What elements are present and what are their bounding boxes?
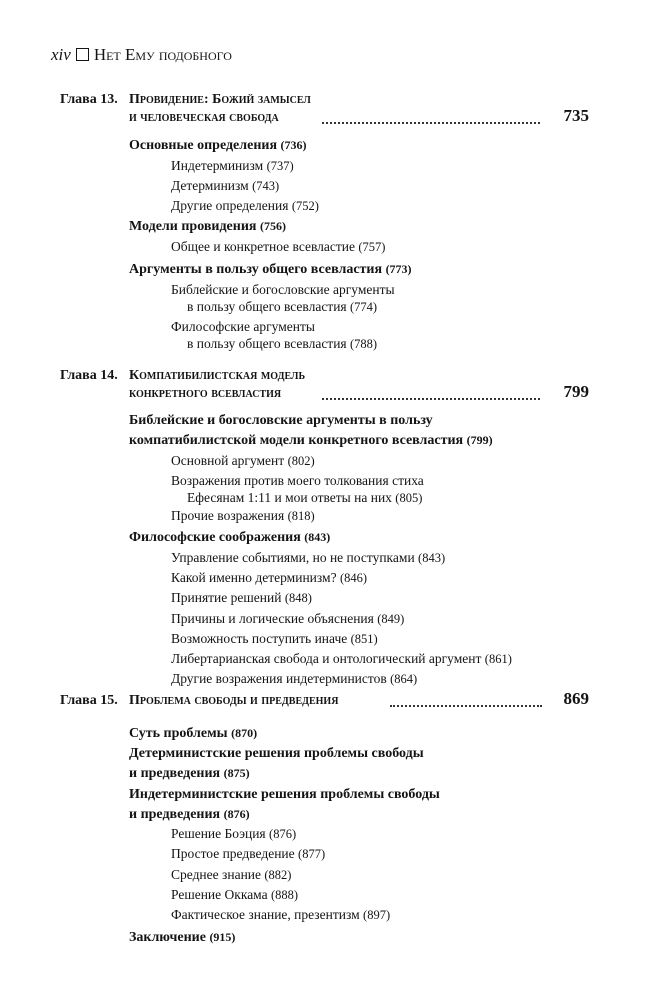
dot-leader: [322, 122, 540, 124]
toc-subsection: Другие возражения индетерминистов (864): [171, 671, 418, 686]
toc-section: Индетерминистские решения проблемы свободы: [129, 787, 440, 802]
toc-subsection: Принятие решений (848): [171, 590, 312, 605]
toc-subsection: Возможность поступить иначе (851): [171, 631, 378, 646]
chapter-title-line2: и человеческая свобода: [129, 110, 279, 125]
running-header: [51, 45, 232, 65]
toc-subsection: Общее и конкретное всевластие (757): [171, 239, 386, 254]
toc-section: Модели провидения (756): [129, 219, 286, 234]
toc-subsection-cont: в пользу общего всевластия (788): [187, 336, 378, 351]
toc-section: Заключение (915): [129, 930, 236, 945]
toc-subsection: Библейские и богословские аргументы: [171, 282, 395, 297]
book-title: Нет Ему подобного: [93, 45, 232, 64]
chapter-page-number: 799: [563, 382, 589, 401]
chapter-title-line1: Проблема свободы и предведения: [129, 693, 339, 708]
toc-subsection: Среднее знание (882): [171, 867, 292, 882]
toc-subsection: Фактическое знание, презентизм (897): [171, 907, 391, 922]
toc-section: Суть проблемы (870): [129, 726, 258, 741]
toc-subsection: Философские аргументы: [171, 319, 315, 334]
chapter-title-line1: Провидение: Божий замысел: [129, 92, 311, 107]
chapter-page-number: 735: [563, 106, 589, 125]
toc-section: Библейские и богословские аргументы в пользу: [129, 413, 433, 428]
toc-subsection: Возражения против моего толкования стиха: [171, 473, 424, 488]
chapter-label: Глава 14.: [60, 368, 118, 383]
dot-leader: [390, 705, 542, 707]
chapter-label: Глава 15.: [60, 693, 118, 708]
toc-section: Аргументы в пользу общего всевластия (773): [129, 262, 412, 277]
toc-subsection: Решение Оккама (888): [171, 887, 299, 902]
toc-section-cont: компатибилистской модели конкретного всевластия (799): [129, 433, 493, 448]
toc-subsection: Решение Боэция (876): [171, 826, 297, 841]
toc-subsection: Другие определения (752): [171, 198, 319, 213]
toc-section: Детерминистские решения проблемы свободы: [129, 746, 424, 761]
chapter-label: Глава 13.: [60, 92, 118, 107]
square-bullet-icon: [76, 48, 89, 61]
toc-subsection: Либертарианская свобода и онтологический аргумент (861): [171, 651, 512, 666]
toc-subsection-cont: Ефесянам 1:11 и мои ответы на них (805): [187, 490, 423, 505]
toc-section: Основные определения (736): [129, 138, 307, 153]
page-number-roman: xiv: [51, 45, 71, 64]
chapter-title-line1: Компатибилистская модель: [129, 368, 306, 383]
toc-section-cont: и предведения (876): [129, 807, 250, 822]
toc-subsection: Основной аргумент (802): [171, 453, 315, 468]
toc-section-cont: и предведения (875): [129, 766, 250, 781]
toc-subsection: Прочие возражения (818): [171, 508, 315, 523]
toc-subsection: Причины и логические объяснения (849): [171, 611, 405, 626]
toc-subsection-cont: в пользу общего всевластия (774): [187, 299, 378, 314]
chapter-page-number: 869: [563, 689, 589, 708]
toc-subsection: Управление событиями, но не поступками (843): [171, 550, 446, 565]
toc-subsection: Индетерминизм (737): [171, 158, 294, 173]
toc-subsection: Детерминизм (743): [171, 178, 280, 193]
toc-subsection: Простое предведение (877): [171, 846, 326, 861]
chapter-title-line2: конкретного всевластия: [129, 386, 282, 401]
toc-section: Философские соображения (843): [129, 530, 331, 545]
toc-subsection: Какой именно детерминизм? (846): [171, 570, 368, 585]
dot-leader: [322, 398, 540, 400]
